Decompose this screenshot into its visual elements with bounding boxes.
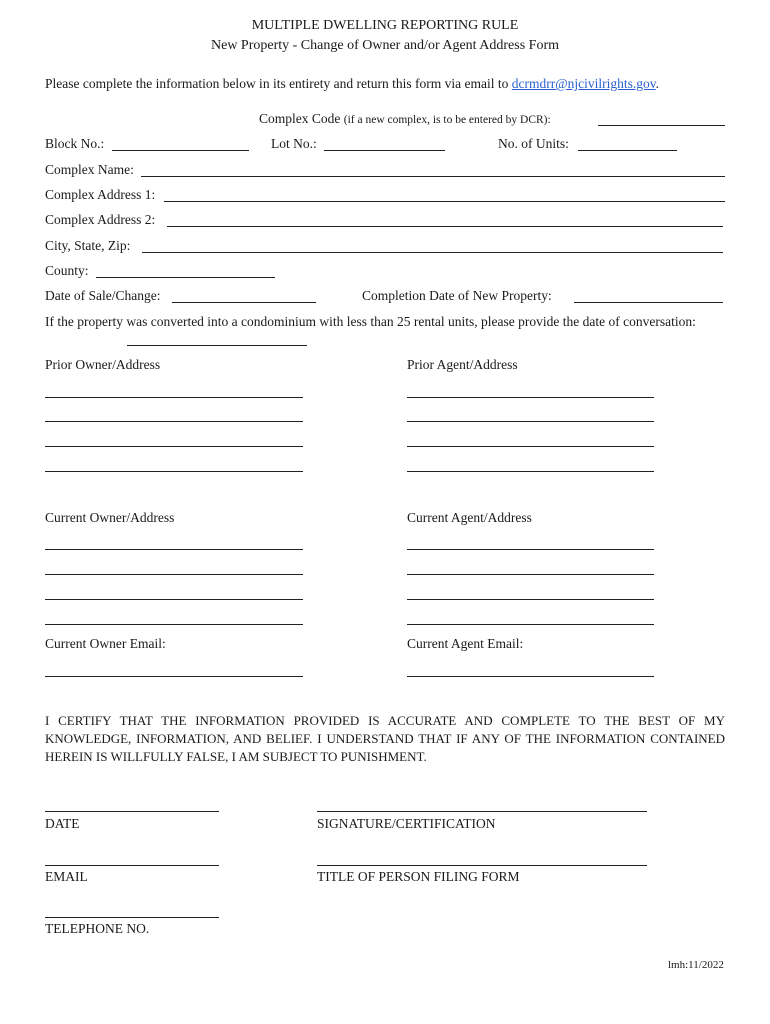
email-field[interactable] (45, 865, 219, 866)
current-owner-line[interactable] (45, 624, 303, 625)
address1-label: Complex Address 1: (45, 187, 156, 202)
lot-label: Lot No.: (271, 136, 317, 151)
form-subtitle: New Property - Change of Owner and/or Agent Address Form (211, 38, 559, 53)
sale-date-label: Date of Sale/Change: (45, 288, 161, 303)
prior-owner-line[interactable] (45, 421, 303, 422)
block-label: Block No.: (45, 136, 105, 151)
intro-sentence: Please complete the information below in its entirety and return this form via email to (45, 76, 509, 91)
city-field[interactable] (142, 252, 723, 253)
current-owner-heading: Current Owner/Address (45, 510, 175, 525)
signature-label: SIGNATURE/CERTIFICATION (317, 816, 496, 831)
email-label: EMAIL (45, 869, 88, 884)
complex-code-label (259, 111, 551, 127)
intro-period: . (655, 76, 660, 91)
prior-agent-line[interactable] (407, 471, 654, 472)
title-label: TITLE OF PERSON FILING FORM (317, 869, 520, 884)
form-code: lmh:11/2022 (668, 959, 724, 971)
agent-email-field[interactable] (407, 676, 654, 677)
prior-agent-line[interactable] (407, 446, 654, 447)
current-owner-line[interactable] (45, 599, 303, 600)
prior-owner-heading: Prior Owner/Address (45, 357, 161, 372)
date-field[interactable] (45, 811, 219, 812)
county-label: County: (45, 263, 89, 278)
form-title: MULTIPLE DWELLING REPORTING RULE (251, 18, 519, 33)
units-label: No. of Units: (498, 136, 569, 151)
prior-owner-line[interactable] (45, 446, 303, 447)
prior-agent-line[interactable] (407, 397, 654, 398)
condo-text: If the property was converted into a condominium with less than 25 rental units, please provide the date of conversation: (45, 314, 696, 329)
current-agent-line[interactable] (407, 599, 654, 600)
sale-date-field[interactable] (172, 302, 316, 303)
intro-text (45, 76, 659, 92)
email-link[interactable]: dcrmdrr@njcivilrights.gov (511, 76, 656, 91)
completion-date-label: Completion Date of New Property: (362, 288, 552, 303)
complex-code-field[interactable] (598, 125, 725, 126)
block-field[interactable] (112, 150, 249, 151)
address2-label: Complex Address 2: (45, 212, 156, 227)
signature-field[interactable] (317, 811, 647, 812)
address2-field[interactable] (167, 226, 723, 227)
date-label: DATE (45, 816, 80, 831)
complex-code-note: (if a new complex, is to be entered by DCR): (343, 114, 551, 126)
complex-code-label-text: Complex Code (259, 111, 341, 126)
title-field[interactable] (317, 865, 647, 866)
certification-text: I CERTIFY THAT THE INFORMATION PROVIDED IS ACCURATE AND COMPLETE TO THE BEST OF MY KNOWLEDGE, INFORMATION, AND BELIEF. I UNDERSTAND THAT IF ANY OF THE INFORMATION CONTAINED HEREIN IS WILLFULLY FALSE, I AM SUBJECT TO PUNISHMENT. (45, 713, 725, 764)
owner-email-field[interactable] (45, 676, 303, 677)
current-agent-line[interactable] (407, 549, 654, 550)
conversion-date-field[interactable] (127, 345, 307, 346)
completion-date-field[interactable] (574, 302, 723, 303)
current-agent-heading: Current Agent/Address (407, 510, 532, 525)
complex-name-field[interactable] (141, 176, 725, 177)
prior-owner-line[interactable] (45, 471, 303, 472)
prior-owner-line[interactable] (45, 397, 303, 398)
telephone-label: TELEPHONE NO. (45, 921, 150, 936)
current-owner-line[interactable] (45, 574, 303, 575)
telephone-field[interactable] (45, 917, 219, 918)
current-agent-line[interactable] (407, 574, 654, 575)
owner-email-label: Current Owner Email: (45, 636, 166, 651)
complex-name-label: Complex Name: (45, 162, 134, 177)
current-agent-line[interactable] (407, 624, 654, 625)
current-owner-line[interactable] (45, 549, 303, 550)
agent-email-label: Current Agent Email: (407, 636, 524, 651)
lot-field[interactable] (324, 150, 445, 151)
prior-agent-heading: Prior Agent/Address (407, 357, 518, 372)
units-field[interactable] (578, 150, 677, 151)
county-field[interactable] (96, 277, 275, 278)
address1-field[interactable] (164, 201, 725, 202)
city-label: City, State, Zip: (45, 238, 131, 253)
prior-agent-line[interactable] (407, 421, 654, 422)
